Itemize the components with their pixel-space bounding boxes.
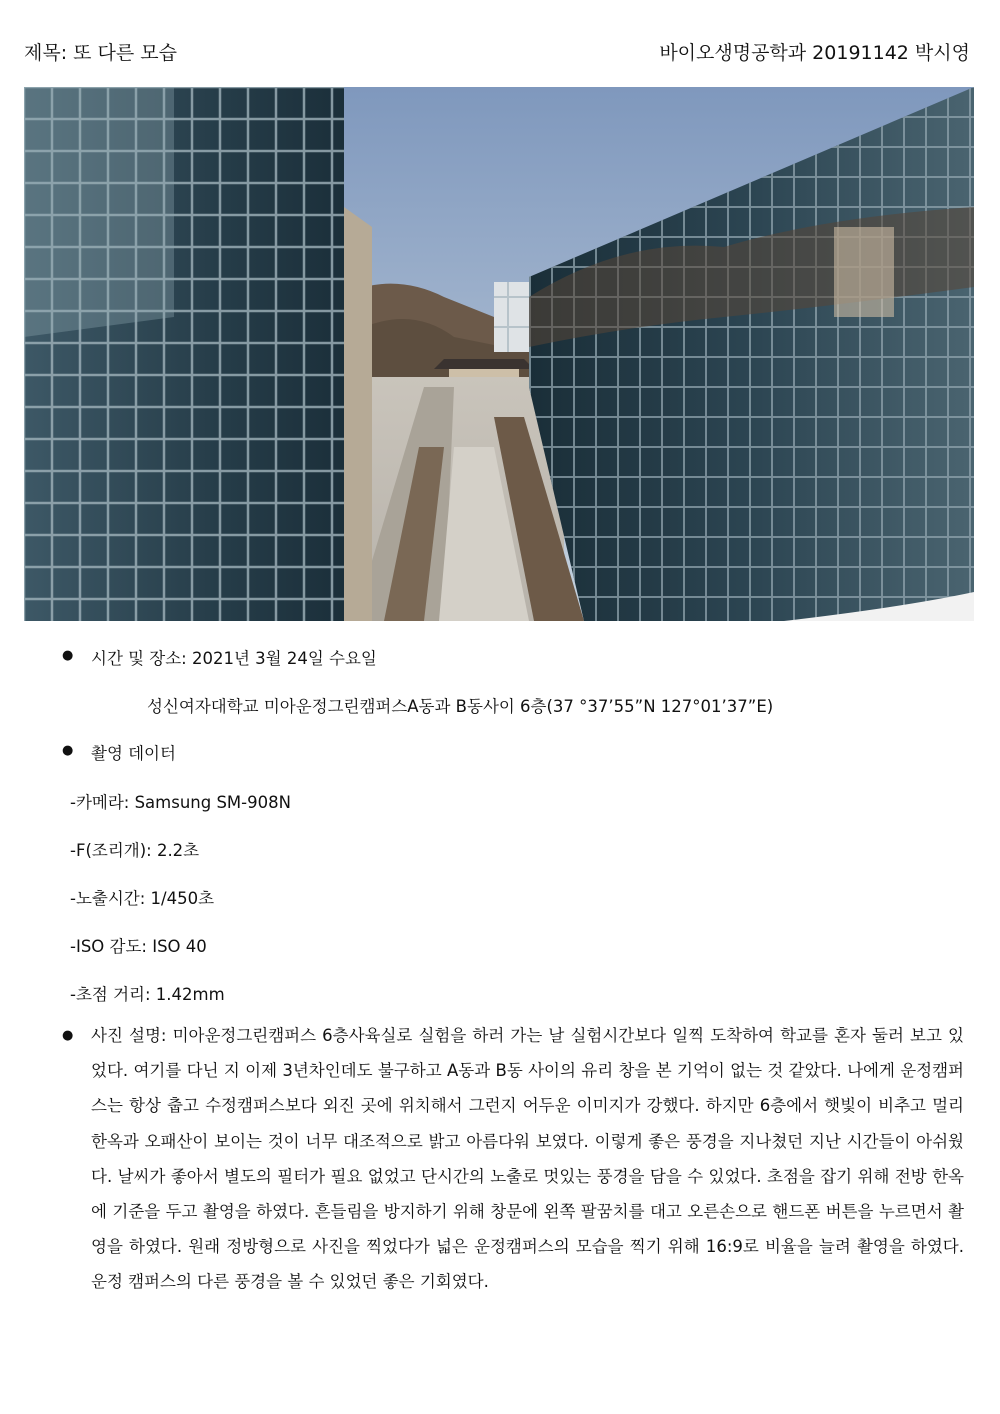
location-text: 성신여자대학교 미아운정그린캠퍼스A동과 B동사이 6층(37 °37’55”N 127°01’37”E) bbox=[147, 697, 774, 716]
campus-photo bbox=[24, 87, 974, 621]
page-header bbox=[24, 38, 970, 68]
photo-description: 사진 설명: 미아운정그린캠퍼스 6층사육실로 실험을 하러 가는 날 실험시간보다 일찍 도착하여 학교를 혼자 둘러 보고 있었다. 여기를 다닌 지 이제 3년차인데도 불구하고 A동과 B동 사이의 유리 창을 본 기억이 없는 것 같았다. 나에게 운정캠퍼스는 항상 춥고 수정캠퍼스보다 외진 곳에 위치해서 그런지 어두운 이미지가 강했다. 하지만 6층에서 햇빛이 비추고 멀리 한옥과 오패산이 보이는 것이 너무 대조적으로 밝고 아름다워 보였다. 이렇게 좋은 풍경을 지나쳤던 지난 시간들이 아쉬웠다. 날씨가 좋아서 별도의 필터가 필요 없었고 단시간의 노출로 멋있는 풍경을 담을 수 있었다. 초점을 잡기 위해 전방 한옥에 기준을 두고 촬영을 하였다. 흔들림을 방지하기 위해 창문에 왼쪽 팔꿈치를 대고 오른손으로 핸드폰 버튼을 누르면서 촬영을 하였다. 원래 정방형으로 사진을 찍었다가 넓은 운정캠퍼스의 모습을 찍기 위해 16:9로 비율을 늘려 촬영을 하였다. 운정 캠퍼스의 다른 풍경을 볼 수 있었던 좋은 기회였다. bbox=[91, 1026, 964, 1292]
aperture-item: -F(조리개): 2.2초 bbox=[70, 841, 200, 860]
bullet-icon: ● bbox=[62, 648, 74, 663]
camera-item: -카메라: Samsung SM-908N bbox=[70, 793, 291, 812]
document-title: 제목: 또 다른 모습 bbox=[24, 42, 177, 64]
exposure-item: -노출시간: 1/450초 bbox=[70, 889, 215, 908]
bullet-icon: ● bbox=[62, 1028, 74, 1043]
author-info: 바이오생명공학과 20191142 박시영 bbox=[659, 42, 970, 64]
time-place-label: 시간 및 장소: 2021년 3월 24일 수요일 bbox=[91, 649, 377, 668]
focal-length-item: -초점 거리: 1.42mm bbox=[70, 985, 225, 1004]
shooting-data-label: 촬영 데이터 bbox=[91, 744, 176, 763]
iso-item: -ISO 감도: ISO 40 bbox=[70, 937, 207, 956]
bullet-icon: ● bbox=[62, 743, 74, 758]
